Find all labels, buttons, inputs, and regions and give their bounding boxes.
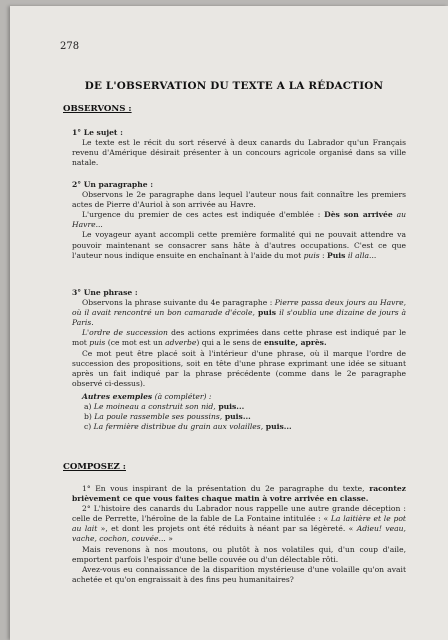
example-c-text: La fermière distribue du grain aux volailles,: [93, 422, 264, 432]
phrase-p1-d: il s'oublia une dizaine de jours à Paris.: [72, 308, 407, 328]
p3-a: Le voyageur ayant accompli cette première formalité qui ne pouvait attendre va pouvoir maintenant se consacrer sans hâte à d'autres occupations. C'est ce que l'auteur nous indique ensuite en enchaînant à l'aide du mot: [72, 230, 406, 260]
phrase-p2-g: ensuite, après.: [263, 338, 327, 348]
phrase-p1: [72, 298, 406, 328]
section-phrase: [72, 288, 406, 432]
phrase-p2-f: ) qui a le sens de: [196, 338, 264, 348]
sujet-text: Le texte est le récit du sort réservé à deux canards du Labrador qu'un Français revenu d'Amérique désirait présenter à un concours agricole organisé dans sa ville natale.: [72, 138, 406, 168]
q2-e: »: [165, 534, 173, 544]
paragraphe-heading: 2° Un paragraphe :: [72, 180, 154, 189]
phrase-p2-e: adverbe: [165, 338, 197, 348]
phrase-p1-c: puis: [254, 308, 280, 318]
phrase-p1-a: Observons la phrase suivante du 4e paragraphe :: [82, 298, 275, 308]
p3-e: il alla...: [345, 250, 377, 260]
composez-q2-p2: Mais revenons à nos moutons, ou plutôt à nos volatiles qui, d'un coup d'aile, emportent parfois l'espoir d'une belle couvée ou d'un délectable rôti.: [72, 544, 406, 564]
example-c-puis: puis...: [263, 422, 292, 432]
example-c: [84, 422, 406, 432]
exemples-label: Autres exemples: [82, 391, 153, 401]
example-a: [84, 402, 406, 412]
phrase-p2: [72, 328, 406, 348]
phrase-p2-d: (ce mot est un: [105, 338, 166, 348]
paragraphe-p2: [72, 210, 406, 230]
phrase-p2-b: des actions exprimées dans cette phrase est indiqué par le mot: [72, 328, 406, 348]
q2-c: », et dont les projets ont été réduits à néant par sa légèreté. «: [97, 524, 357, 534]
q2-b: La laitière et le pot au lait: [72, 514, 406, 534]
phrase-p3: Ce mot peut être placé soit à l'intérieur d'une phrase, où il marque l'ordre de succession des propositions, soit en tête d'une phrase exprimant une idée se situant après un fait indiqué par la phrase précédente (comme dans le 2e paragraphe observé ci-dessus).: [72, 348, 406, 388]
q1-b: racontez brièvement ce que vous faites chaque matin à votre arrivée en classe.: [72, 484, 406, 504]
p2-b: Dès son arrivée: [324, 210, 393, 220]
example-a-label: a): [84, 402, 94, 412]
composez-q1: [72, 484, 406, 504]
p3-c: :: [319, 250, 328, 260]
phrase-p1-b: Pierre passa deux jours au Havre, où il avait rencontré un bon camarade d'école,: [72, 298, 406, 318]
q1-a: 1° En vous inspirant de la présentation du 2e paragraphe du texte,: [82, 484, 370, 493]
phrase-p2-c: puis: [89, 338, 106, 348]
composez-heading: COMPOSEZ :: [63, 462, 126, 472]
example-b-puis: puis...: [222, 412, 251, 422]
example-c-label: c): [84, 422, 94, 432]
q2-a: 2° L'histoire des canards du Labrador nous rappelle une autre grande déception : celle de Perrette, l'héroïne de la fable de La Fontaine intitulée : «: [72, 504, 406, 524]
phrase-p2-a: L'ordre de succession: [82, 328, 168, 338]
page-title: DE L'OBSERVATION DU TEXTE A LA RÉDACTION: [84, 80, 384, 92]
q2-d: Adieu! veau, vache, cochon, couvée...: [72, 524, 406, 544]
example-a-text: Le moineau a construit son nid,: [93, 402, 216, 412]
exemples-line: [72, 392, 406, 402]
example-b-label: b): [84, 412, 95, 422]
section-paragraphe: [72, 180, 406, 261]
example-b-text: La poule rassemble ses poussins,: [94, 412, 223, 422]
section-composez: [72, 484, 406, 585]
composez-q2-p3: Avez-vous eu connaissance de la disparition mystérieuse d'une volaille qu'on avait achetée et qu'on engraissait à des fins peu humanitaires?: [72, 564, 406, 584]
example-b: [84, 412, 406, 422]
exemples-hint: (à compléter) :: [152, 391, 212, 401]
p2-c: au Havre...: [72, 210, 406, 230]
sujet-heading: 1° Le sujet :: [72, 128, 123, 137]
p2-a: L'urgence du premier de ces actes est indiquée d'emblée :: [82, 210, 325, 220]
phrase-heading: 3° Une phrase :: [72, 288, 138, 297]
paragraphe-p1: Observons le 2e paragraphe dans lequel l'auteur nous fait connaître les premiers actes de Pierre d'Auriol à son arrivée au Havre.: [72, 190, 406, 210]
section-sujet: [72, 128, 406, 168]
example-a-puis: puis...: [215, 402, 245, 412]
p3-b: puis: [303, 250, 320, 260]
observons-heading: OBSERVONS :: [63, 104, 132, 114]
page-number: 278: [60, 41, 80, 52]
p3-d: Puis: [327, 250, 346, 260]
composez-q2: [72, 504, 406, 544]
paragraphe-p3: [72, 230, 406, 260]
